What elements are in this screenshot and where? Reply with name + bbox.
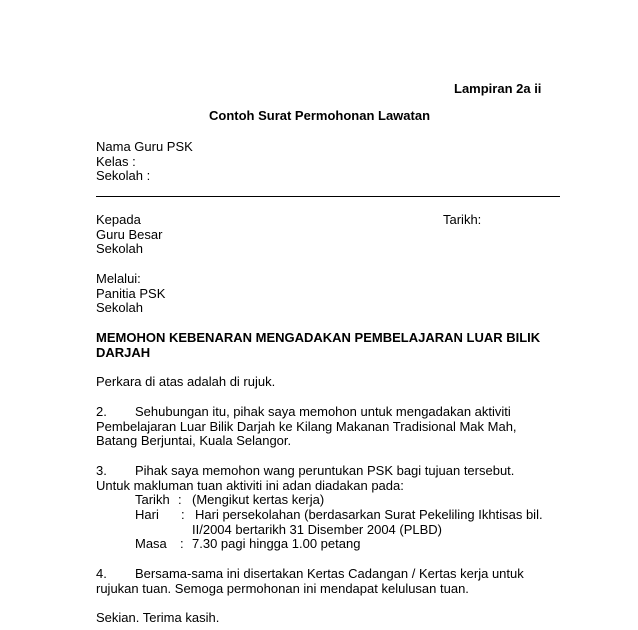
paragraph-2-number: 2. [96,404,107,419]
paragraph-1: Perkara di atas adalah di rujuk. [96,374,276,389]
paragraph-2-line-2: Pembelajaran Luar Bilik Darjah ke Kilang Makanan Tradisional Mak Mah, [96,419,517,434]
paragraph-3-line-1: Pihak saya memohon wang peruntukan PSK bagi tujuan tersebut. [135,463,515,478]
letter-title: Contoh Surat Permohonan Lawatan [209,108,431,123]
appendix-label: Lampiran 2a ii [454,81,542,96]
sender-name: Nama Guru PSK [96,139,193,154]
subject-line-2: DARJAH [96,345,151,360]
detail-time-value: 7.30 pagi hingga 1.00 petang [192,536,361,551]
sender-class: Kelas : [96,154,136,169]
via-school: Sekolah [96,300,143,315]
detail-date-label: Tarikh [135,492,170,507]
detail-day-value-line-2: II/2004 bertarikh 31 Disember 2004 (PLBD) [192,522,443,537]
detail-time-label: Masa [135,536,167,551]
via-label: Melalui: [96,271,141,286]
via-committee: Panitia PSK [96,286,166,301]
recipient-to: Kepada [96,212,141,227]
subject-line-1: MEMOHON KEBENARAN MENGADAKAN PEMBELAJARAN LUAR BILIK [96,330,541,345]
paragraph-4-line-1: Bersama-sama ini disertakan Kertas Cadangan / Kertas kerja untuk [135,566,524,581]
paragraph-2-line-3: Batang Berjuntai, Kuala Selangor. [96,433,292,448]
recipient-role: Guru Besar [96,227,163,242]
detail-time-separator: : [180,536,184,551]
closing-line: Sekian. Terima kasih. [96,610,220,625]
paragraph-4-number: 4. [96,566,107,581]
paragraph-4-line-2: rujukan tuan. Semoga permohonan ini mendapat kelulusan tuan. [96,581,469,596]
detail-date-separator: : [178,492,182,507]
paragraph-3-number: 3. [96,463,107,478]
detail-day-separator: : [181,507,185,522]
paragraph-3-line-2: Untuk makluman tuan aktiviti ini adan diadakan pada: [96,478,404,493]
detail-day-value-line-1: Hari persekolahan (berdasarkan Surat Pekeliling Ikhtisas bil. [195,507,543,522]
recipient-school: Sekolah [96,241,143,256]
sender-school: Sekolah : [96,168,151,183]
paragraph-2-line-1: Sehubungan itu, pihak saya memohon untuk mengadakan aktiviti [135,404,511,419]
detail-date-value: (Mengikut kertas kerja) [192,492,325,507]
header-divider [96,196,560,197]
detail-day-label: Hari [135,507,159,522]
date-label: Tarikh: [443,212,482,227]
